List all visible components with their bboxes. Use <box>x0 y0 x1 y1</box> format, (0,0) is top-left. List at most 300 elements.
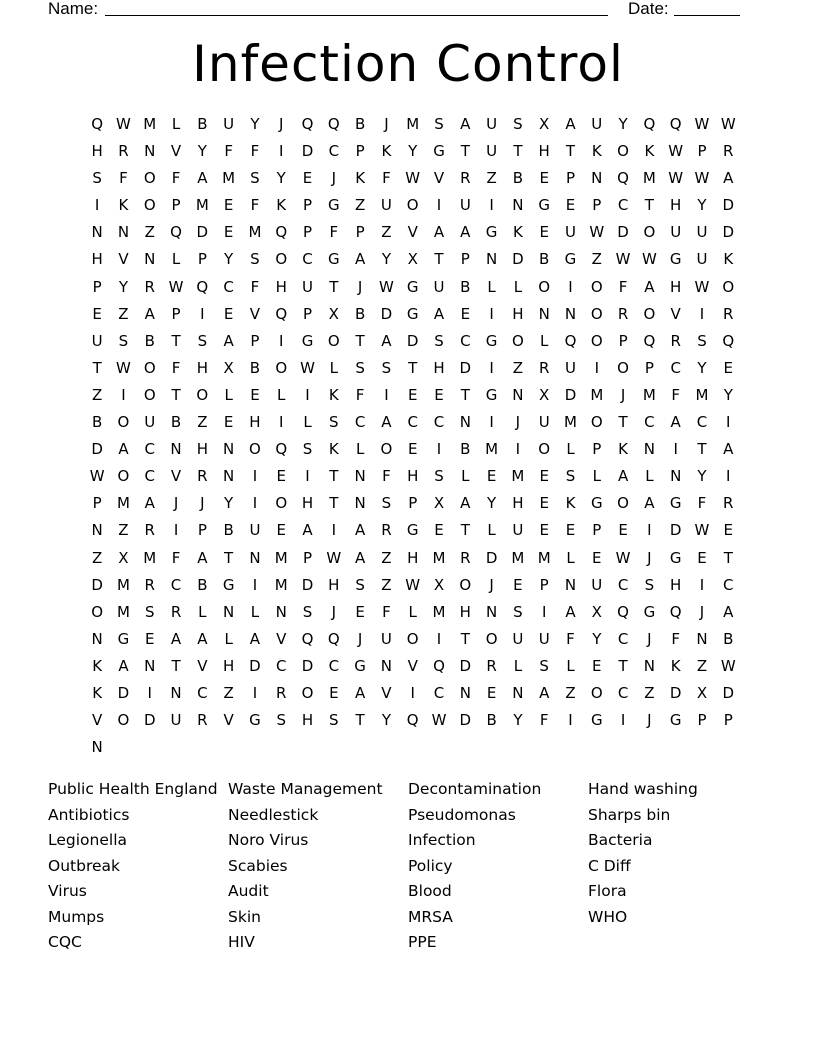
grid-letter[interactable]: C <box>617 683 629 702</box>
grid-letter[interactable]: M <box>222 169 236 188</box>
grid-letter[interactable]: I <box>436 196 442 215</box>
grid-letter[interactable]: T <box>434 250 444 269</box>
grid-letter[interactable]: A <box>723 169 734 188</box>
grid-letter[interactable]: K <box>565 494 576 513</box>
grid-letter[interactable]: B <box>170 413 182 432</box>
grid-letter[interactable]: Z <box>486 169 497 188</box>
grid-letter[interactable]: T <box>329 277 339 296</box>
grid-letter[interactable]: J <box>489 575 494 594</box>
grid-letter[interactable]: J <box>200 494 205 513</box>
grid-letter[interactable]: R <box>670 331 681 350</box>
grid-letter[interactable]: S <box>302 602 313 621</box>
grid-letter[interactable]: X <box>407 250 418 269</box>
grid-letter[interactable]: J <box>384 115 389 133</box>
grid-letter[interactable]: N <box>512 196 524 215</box>
grid-letter[interactable]: O <box>485 629 498 648</box>
grid-letter[interactable]: G <box>406 277 419 296</box>
grid-letter[interactable]: F <box>671 629 680 648</box>
grid-letter[interactable]: S <box>329 711 339 730</box>
grid-letter[interactable]: I <box>305 385 310 404</box>
grid-letter[interactable]: P <box>250 331 260 350</box>
grid-letter[interactable]: G <box>669 548 682 567</box>
grid-letter[interactable]: I <box>200 304 205 323</box>
grid-letter[interactable]: O <box>327 331 340 350</box>
grid-letter[interactable]: D <box>617 223 629 242</box>
grid-letter[interactable]: I <box>568 711 573 730</box>
grid-letter[interactable]: Y <box>618 115 628 133</box>
grid-letter[interactable]: T <box>723 548 733 567</box>
grid-letter[interactable]: E <box>618 521 628 540</box>
grid-letter[interactable]: Q <box>617 602 629 621</box>
grid-letter[interactable]: E <box>434 385 444 404</box>
grid-letter[interactable]: O <box>380 440 393 459</box>
grid-letter[interactable]: O <box>590 304 603 323</box>
grid-letter[interactable]: N <box>670 467 682 486</box>
grid-letter[interactable]: E <box>460 304 471 323</box>
grid-letter[interactable]: Q <box>327 115 340 133</box>
grid-letter[interactable]: I <box>726 467 731 486</box>
grid-letter[interactable]: R <box>144 521 155 540</box>
grid-letter[interactable]: M <box>248 223 262 242</box>
grid-letter[interactable]: H <box>91 250 103 269</box>
grid-letter[interactable]: W <box>641 250 657 269</box>
grid-letter[interactable]: H <box>459 602 471 621</box>
grid-letter[interactable]: F <box>539 711 549 730</box>
grid-letter[interactable]: T <box>171 656 181 675</box>
grid-letter[interactable]: U <box>512 629 524 648</box>
grid-letter[interactable]: N <box>170 683 182 702</box>
grid-letter[interactable]: A <box>144 494 155 513</box>
grid-letter[interactable]: Q <box>669 602 682 621</box>
grid-letter[interactable]: T <box>460 385 470 404</box>
grid-letter[interactable]: Q <box>275 223 288 242</box>
grid-letter[interactable]: M <box>564 413 577 432</box>
grid-letter[interactable]: L <box>355 440 365 459</box>
grid-letter[interactable]: O <box>117 467 130 486</box>
grid-letter[interactable]: V <box>170 467 182 486</box>
grid-letter[interactable]: O <box>511 331 524 350</box>
grid-letter[interactable]: X <box>223 358 234 377</box>
grid-letter[interactable]: W <box>694 169 710 188</box>
grid-letter[interactable]: J <box>620 385 626 404</box>
grid-letter[interactable]: A <box>354 250 366 269</box>
grid-letter[interactable]: R <box>723 142 734 161</box>
grid-letter[interactable]: V <box>407 223 418 242</box>
grid-letter[interactable]: O <box>117 413 130 432</box>
grid-letter[interactable]: T <box>513 142 523 161</box>
grid-letter[interactable]: I <box>647 521 652 540</box>
grid-letter[interactable]: Q <box>643 331 656 350</box>
grid-letter[interactable]: Z <box>354 196 366 215</box>
grid-letter[interactable]: I <box>541 602 547 621</box>
grid-letter[interactable]: C <box>617 196 629 215</box>
grid-letter[interactable]: F <box>618 277 628 296</box>
grid-letter[interactable]: F <box>382 602 391 621</box>
grid-letter[interactable]: U <box>591 575 603 594</box>
grid-letter[interactable]: A <box>249 629 261 648</box>
grid-letter[interactable]: P <box>355 223 365 242</box>
grid-letter[interactable]: T <box>355 711 365 730</box>
grid-letter[interactable]: C <box>723 575 734 594</box>
grid-letter[interactable]: I <box>699 575 705 594</box>
grid-letter[interactable]: S <box>355 575 365 594</box>
grid-letter[interactable]: Q <box>722 331 735 350</box>
grid-letter[interactable]: A <box>197 169 208 188</box>
grid-letter[interactable]: M <box>642 385 656 404</box>
grid-letter[interactable]: I <box>489 413 494 432</box>
grid-letter[interactable]: O <box>406 629 419 648</box>
grid-letter[interactable]: G <box>538 196 550 215</box>
grid-letter[interactable]: I <box>726 413 731 432</box>
grid-letter[interactable]: W <box>116 358 131 377</box>
grid-letter[interactable]: A <box>354 683 366 702</box>
grid-letter[interactable]: P <box>697 142 707 161</box>
grid-letter[interactable]: J <box>173 494 179 513</box>
grid-letter[interactable]: M <box>642 169 656 188</box>
grid-letter[interactable]: C <box>617 575 629 594</box>
grid-letter[interactable]: Q <box>327 629 340 648</box>
grid-letter[interactable]: Z <box>118 521 129 540</box>
grid-letter[interactable]: V <box>92 711 103 730</box>
grid-letter[interactable]: Y <box>381 250 391 269</box>
grid-letter[interactable]: B <box>92 413 103 432</box>
grid-letter[interactable]: A <box>118 440 129 459</box>
grid-letter[interactable]: G <box>669 711 682 730</box>
grid-letter[interactable]: L <box>540 331 549 350</box>
grid-letter[interactable]: G <box>590 711 603 730</box>
grid-letter[interactable]: U <box>249 521 261 540</box>
grid-letter[interactable]: N <box>91 629 103 648</box>
grid-letter[interactable]: C <box>433 413 445 432</box>
grid-letter[interactable]: O <box>406 196 419 215</box>
grid-letter[interactable]: N <box>223 602 235 621</box>
grid-letter[interactable]: Z <box>92 548 103 567</box>
grid-letter[interactable]: I <box>620 711 626 730</box>
grid-letter[interactable]: I <box>331 521 337 540</box>
grid-letter[interactable]: E <box>250 385 260 404</box>
grid-letter[interactable]: U <box>223 115 235 133</box>
grid-letter[interactable]: D <box>512 250 524 269</box>
grid-letter[interactable]: K <box>92 683 103 702</box>
grid-letter[interactable]: N <box>91 521 103 540</box>
grid-letter[interactable]: S <box>434 331 444 350</box>
grid-letter[interactable]: C <box>433 683 445 702</box>
grid-letter[interactable]: J <box>515 413 521 432</box>
grid-letter[interactable]: W <box>720 115 736 133</box>
grid-letter[interactable]: O <box>143 169 156 188</box>
grid-letter[interactable]: I <box>173 521 179 540</box>
grid-letter[interactable]: O <box>617 358 629 377</box>
grid-letter[interactable]: B <box>723 629 734 648</box>
grid-letter[interactable]: L <box>224 385 233 404</box>
grid-letter[interactable]: H <box>670 196 682 215</box>
grid-letter[interactable]: F <box>250 142 260 161</box>
name-blank-line[interactable] <box>105 15 608 16</box>
grid-letter[interactable]: R <box>144 277 155 296</box>
grid-letter[interactable]: H <box>301 494 314 513</box>
grid-letter[interactable]: F <box>171 548 181 567</box>
grid-letter[interactable]: Z <box>696 656 708 675</box>
grid-letter[interactable]: Y <box>513 711 523 730</box>
grid-letter[interactable]: I <box>252 683 258 702</box>
grid-letter[interactable]: M <box>195 196 209 215</box>
grid-letter[interactable]: I <box>515 440 521 459</box>
grid-letter[interactable]: E <box>539 521 549 540</box>
grid-letter[interactable]: D <box>117 683 130 702</box>
grid-letter[interactable]: P <box>408 494 418 513</box>
grid-letter[interactable]: N <box>564 575 577 594</box>
grid-letter[interactable]: H <box>249 413 261 432</box>
grid-letter[interactable]: E <box>592 548 602 567</box>
grid-letter[interactable]: E <box>539 169 549 188</box>
grid-letter[interactable]: S <box>513 602 523 621</box>
grid-letter[interactable]: O <box>643 304 656 323</box>
grid-letter[interactable]: O <box>275 358 288 377</box>
grid-letter[interactable]: H <box>512 304 524 323</box>
grid-letter[interactable]: W <box>89 467 105 486</box>
grid-letter[interactable]: G <box>485 331 498 350</box>
grid-letter[interactable]: I <box>489 304 494 323</box>
grid-letter[interactable]: D <box>143 711 156 730</box>
grid-letter[interactable]: D <box>722 196 735 215</box>
grid-letter[interactable]: K <box>355 169 366 188</box>
grid-letter[interactable]: G <box>669 494 682 513</box>
grid-letter[interactable]: A <box>617 467 629 486</box>
grid-letter[interactable]: V <box>381 683 392 702</box>
grid-letter[interactable]: W <box>694 521 710 540</box>
grid-letter[interactable]: E <box>592 656 602 675</box>
grid-letter[interactable]: U <box>302 277 314 296</box>
grid-letter[interactable]: A <box>670 413 681 432</box>
grid-letter[interactable]: L <box>303 413 312 432</box>
grid-letter[interactable]: U <box>91 331 103 350</box>
grid-letter[interactable]: T <box>329 467 339 486</box>
grid-letter[interactable]: P <box>92 277 102 296</box>
grid-letter[interactable]: S <box>250 169 260 188</box>
grid-letter[interactable]: T <box>92 358 102 377</box>
grid-letter[interactable]: U <box>538 413 550 432</box>
grid-letter[interactable]: E <box>539 223 549 242</box>
grid-letter[interactable]: D <box>722 683 735 702</box>
grid-letter[interactable]: X <box>433 575 445 594</box>
grid-letter[interactable]: O <box>91 602 104 621</box>
grid-letter[interactable]: O <box>590 331 603 350</box>
grid-letter[interactable]: G <box>406 521 419 540</box>
grid-letter[interactable]: C <box>644 413 655 432</box>
grid-letter[interactable]: O <box>117 711 130 730</box>
grid-letter[interactable]: A <box>170 629 182 648</box>
grid-letter[interactable]: C <box>328 142 340 161</box>
grid-letter[interactable]: O <box>249 440 261 459</box>
grid-letter[interactable]: O <box>275 494 288 513</box>
grid-letter[interactable]: V <box>118 250 129 269</box>
grid-letter[interactable]: I <box>305 467 310 486</box>
grid-letter[interactable]: K <box>276 196 287 215</box>
grid-letter[interactable]: D <box>669 521 682 540</box>
grid-letter[interactable]: O <box>590 683 603 702</box>
grid-letter[interactable]: I <box>410 683 415 702</box>
grid-letter[interactable]: E <box>276 467 286 486</box>
grid-letter[interactable]: K <box>670 656 681 675</box>
grid-letter[interactable]: D <box>564 385 577 404</box>
grid-letter[interactable]: N <box>643 440 655 459</box>
grid-letter[interactable]: L <box>513 277 523 296</box>
grid-letter[interactable]: N <box>275 602 287 621</box>
grid-letter[interactable]: N <box>380 656 393 675</box>
grid-letter[interactable]: Q <box>301 629 314 648</box>
grid-letter[interactable]: V <box>276 629 287 648</box>
grid-letter[interactable]: W <box>694 277 710 296</box>
grid-letter[interactable]: R <box>381 521 392 540</box>
grid-letter[interactable]: O <box>617 142 629 161</box>
grid-letter[interactable]: E <box>145 629 155 648</box>
grid-letter[interactable]: Q <box>275 440 288 459</box>
grid-letter[interactable]: Q <box>669 115 682 133</box>
grid-letter[interactable]: H <box>328 575 340 594</box>
grid-letter[interactable]: I <box>489 196 494 215</box>
grid-letter[interactable]: P <box>197 250 207 269</box>
grid-letter[interactable]: R <box>276 683 287 702</box>
grid-letter[interactable]: R <box>538 358 550 377</box>
grid-letter[interactable]: Q <box>275 304 288 323</box>
grid-letter[interactable]: D <box>301 656 314 675</box>
grid-letter[interactable]: Y <box>723 385 733 404</box>
grid-letter[interactable]: U <box>486 115 498 133</box>
grid-letter[interactable]: E <box>723 521 734 540</box>
grid-letter[interactable]: K <box>618 440 628 459</box>
grid-letter[interactable]: K <box>328 385 339 404</box>
grid-letter[interactable]: G <box>485 385 498 404</box>
grid-letter[interactable]: M <box>511 548 525 567</box>
grid-letter[interactable]: A <box>433 223 445 242</box>
grid-letter[interactable]: B <box>354 115 366 133</box>
grid-letter[interactable]: N <box>144 656 156 675</box>
grid-letter[interactable]: O <box>275 250 288 269</box>
grid-letter[interactable]: N <box>117 223 130 242</box>
grid-letter[interactable]: C <box>696 413 708 432</box>
grid-letter[interactable]: C <box>407 413 418 432</box>
grid-letter[interactable]: Z <box>223 683 234 702</box>
grid-letter[interactable]: O <box>196 385 209 404</box>
grid-letter[interactable]: G <box>328 250 340 269</box>
grid-letter[interactable]: M <box>116 575 130 594</box>
grid-letter[interactable]: I <box>594 358 599 377</box>
grid-letter[interactable]: U <box>670 223 682 242</box>
grid-letter[interactable]: L <box>645 467 654 486</box>
grid-letter[interactable]: Q <box>564 331 577 350</box>
grid-letter[interactable]: L <box>408 602 417 621</box>
grid-letter[interactable]: N <box>485 250 498 269</box>
grid-letter[interactable]: B <box>144 331 155 350</box>
grid-letter[interactable]: T <box>644 196 654 215</box>
grid-letter[interactable]: F <box>382 467 391 486</box>
grid-letter[interactable]: A <box>354 521 366 540</box>
grid-letter[interactable]: W <box>300 358 315 377</box>
grid-letter[interactable]: L <box>277 385 286 404</box>
grid-letter[interactable]: O <box>538 277 551 296</box>
grid-letter[interactable]: L <box>566 548 575 567</box>
grid-letter[interactable]: B <box>197 115 208 133</box>
grid-letter[interactable]: T <box>329 494 339 513</box>
grid-letter[interactable]: I <box>94 196 100 215</box>
grid-letter[interactable]: Y <box>381 711 391 730</box>
grid-letter[interactable]: C <box>223 277 234 296</box>
grid-letter[interactable]: I <box>568 277 573 296</box>
grid-letter[interactable]: C <box>328 656 340 675</box>
grid-letter[interactable]: E <box>486 467 497 486</box>
grid-letter[interactable]: W <box>615 548 631 567</box>
grid-letter[interactable]: G <box>117 629 130 648</box>
grid-letter[interactable]: N <box>144 142 156 161</box>
grid-letter[interactable]: R <box>197 711 208 730</box>
grid-letter[interactable]: N <box>144 250 156 269</box>
grid-letter[interactable]: E <box>223 304 234 323</box>
grid-letter[interactable]: Y <box>697 467 707 486</box>
grid-letter[interactable]: T <box>171 385 181 404</box>
grid-letter[interactable]: G <box>301 331 314 350</box>
grid-letter[interactable]: P <box>539 575 549 594</box>
grid-letter[interactable]: C <box>144 440 155 459</box>
grid-letter[interactable]: A <box>197 548 208 567</box>
grid-letter[interactable]: L <box>566 656 575 675</box>
grid-letter[interactable]: Y <box>224 494 234 513</box>
grid-letter[interactable]: E <box>434 521 444 540</box>
grid-letter[interactable]: U <box>433 277 445 296</box>
grid-letter[interactable]: E <box>407 440 418 459</box>
grid-letter[interactable]: R <box>144 575 155 594</box>
grid-letter[interactable]: C <box>354 413 366 432</box>
grid-letter[interactable]: P <box>697 711 707 730</box>
grid-letter[interactable]: J <box>699 602 705 621</box>
grid-letter[interactable]: A <box>223 331 234 350</box>
grid-letter[interactable]: Z <box>381 548 392 567</box>
grid-letter[interactable]: Y <box>197 142 207 161</box>
grid-letter[interactable]: S <box>539 656 549 675</box>
grid-letter[interactable]: W <box>431 711 447 730</box>
grid-letter[interactable]: U <box>144 413 156 432</box>
grid-letter[interactable]: O <box>459 575 472 594</box>
grid-letter[interactable]: E <box>302 169 313 188</box>
grid-letter[interactable]: H <box>407 467 419 486</box>
grid-letter[interactable]: Q <box>406 711 419 730</box>
grid-letter[interactable]: P <box>303 223 313 242</box>
grid-letter[interactable]: D <box>406 331 419 350</box>
grid-letter[interactable]: U <box>565 358 576 377</box>
grid-letter[interactable]: T <box>697 440 707 459</box>
grid-letter[interactable]: M <box>695 385 709 404</box>
grid-letter[interactable]: P <box>171 304 181 323</box>
grid-letter[interactable]: M <box>116 602 130 621</box>
grid-letter[interactable]: R <box>197 467 208 486</box>
grid-letter[interactable]: E <box>539 467 549 486</box>
grid-letter[interactable]: B <box>460 440 471 459</box>
grid-letter[interactable]: S <box>92 169 102 188</box>
grid-letter[interactable]: O <box>143 358 156 377</box>
grid-letter[interactable]: D <box>459 358 472 377</box>
grid-letter[interactable]: N <box>91 738 103 757</box>
grid-letter[interactable]: W <box>668 142 684 161</box>
grid-letter[interactable]: X <box>539 115 550 133</box>
grid-letter[interactable]: Q <box>170 223 182 242</box>
grid-letter[interactable]: L <box>592 467 601 486</box>
grid-letter[interactable]: I <box>252 467 258 486</box>
grid-letter[interactable]: H <box>407 548 419 567</box>
grid-letter[interactable]: A <box>723 440 734 459</box>
grid-letter[interactable]: P <box>723 711 733 730</box>
grid-letter[interactable]: E <box>223 413 234 432</box>
grid-letter[interactable]: J <box>357 277 363 296</box>
grid-letter[interactable]: N <box>696 629 708 648</box>
